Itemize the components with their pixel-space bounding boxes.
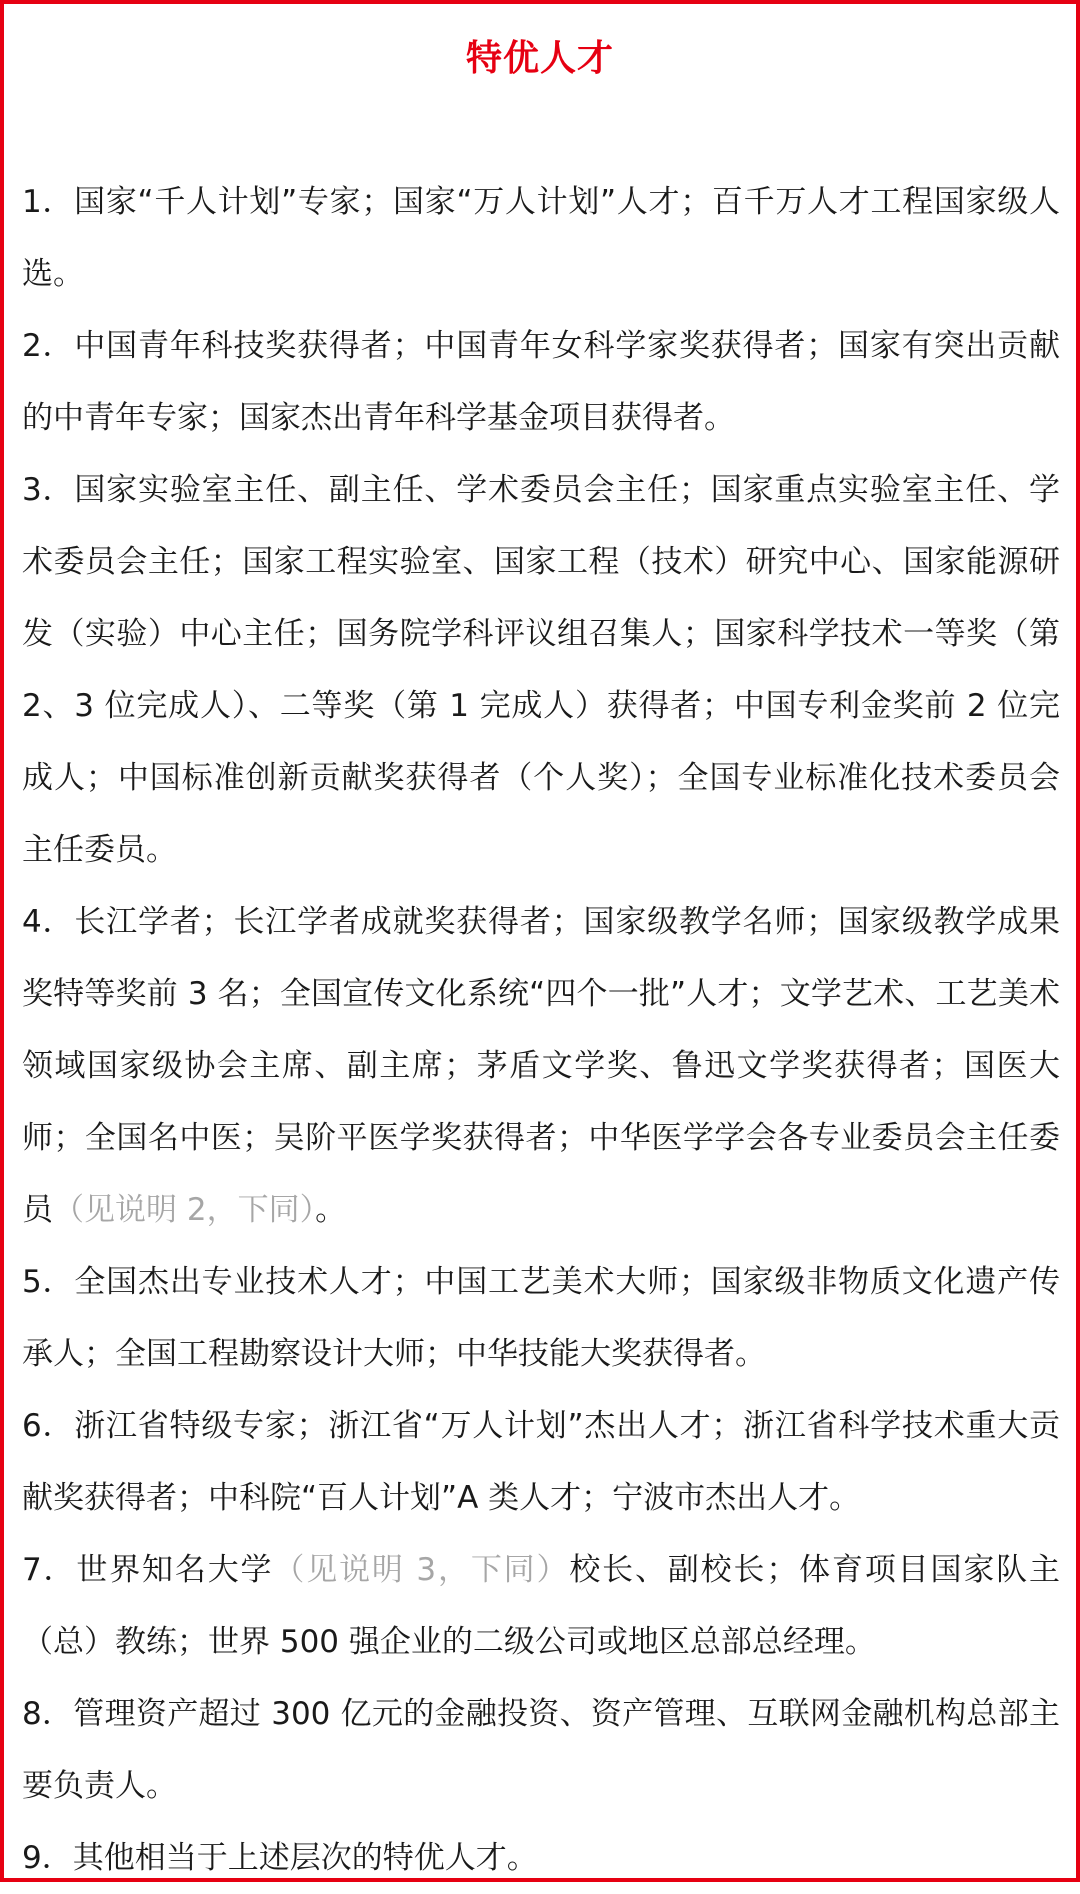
list-item: [22, 1534, 1060, 1678]
list-item: [22, 1246, 1060, 1390]
item-text: 9．其他相当于上述层次的特优人才。: [22, 1840, 538, 1876]
item-text: 1．国家“千人计划”专家；国家“万人计划”人才；百千万人才工程国家级人选。: [22, 184, 1060, 292]
criteria-list: [22, 166, 1060, 1894]
item-note: （见说明 2，下同）: [53, 1192, 316, 1228]
list-item: [22, 166, 1060, 310]
item-tail: 校长、副校长；体育项目国家队主（总）教练；世界 500 强企业的二级公司或地区总部总经理。: [22, 1552, 1061, 1660]
page-title: 特优人才: [465, 38, 614, 79]
list-item: [22, 454, 1060, 886]
list-item: [22, 1390, 1060, 1534]
item-text: 2．中国青年科技奖获得者；中国青年女科学家奖获得者；国家有突出贡献的中青年专家；国家杰出青年科学基金项目获得者。: [22, 328, 1060, 436]
item-text: 8．管理资产超过 300 亿元的金融投资、资产管理、互联网金融机构总部主要负责人。: [22, 1696, 1060, 1804]
list-item: [22, 1822, 1060, 1894]
item-tail: 。: [315, 1192, 347, 1228]
item-text: 5．全国杰出专业技术人才；中国工艺美术大师；国家级非物质文化遗产传承人；全国工程勘察设计大师；中华技能大奖获得者。: [22, 1264, 1060, 1372]
list-item: [22, 310, 1060, 454]
item-text: 6．浙江省特级专家；浙江省“万人计划”杰出人才；浙江省科学技术重大贡献奖获得者；中科院“百人计划”A 类人才；宁波市杰出人才。: [22, 1408, 1060, 1516]
list-item: [22, 1678, 1060, 1822]
item-text: 4．长江学者；长江学者成就奖获得者；国家级教学名师；国家级教学成果奖特等奖前 3 名；全国宣传文化系统“四个一批”人才；文学艺术、工艺美术领域国家级协会主席、副主席；茅盾文学奖、鲁迅文学奖获得者；国医大师；全国名中医；吴阶平医学奖获得者；中华医学学会各专业委员会主任委员: [22, 904, 1060, 1228]
item-text: 7．世界知名大学: [22, 1552, 274, 1588]
list-item: [22, 886, 1060, 1246]
item-text: 3．国家实验室主任、副主任、学术委员会主任；国家重点实验室主任、学术委员会主任；国家工程实验室、国家工程（技术）研究中心、国家能源研发（实验）中心主任；国务院学科评议组召集人；国家科学技术一等奖（第 2、3 位完成人）、二等奖（第 1 完成人）获得者；中国专利金奖前 2 位完成人；中国标准创新贡献奖获得者（个人奖）；全国专业标准化技术委员会主任委员。: [22, 472, 1060, 868]
item-note: （见说明 3，下同）: [273, 1552, 570, 1588]
